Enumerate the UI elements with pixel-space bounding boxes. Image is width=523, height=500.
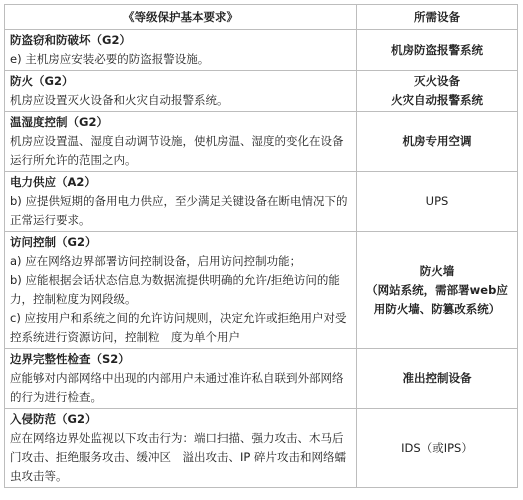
requirement-cell xyxy=(5,71,357,112)
requirement-cell xyxy=(5,30,357,71)
header-devices: 所需设备 xyxy=(357,5,518,30)
device-cell xyxy=(357,409,518,488)
requirement-title: 访问控制（G2） xyxy=(10,235,97,249)
table-row xyxy=(5,172,518,232)
requirement-cell xyxy=(5,112,357,172)
table-row xyxy=(5,112,518,172)
device-line: 准出控制设备 xyxy=(402,371,472,385)
device-line: 火灾自动报警系统 xyxy=(391,93,483,107)
table-row xyxy=(5,409,518,488)
device-cell xyxy=(357,232,518,349)
requirement-line: 应能够对内部网络中出现的内部用户未通过准许私自联到外部网络的行为进行检查。 xyxy=(10,371,344,404)
device-line: 防火墙 xyxy=(419,263,455,278)
requirement-title: 边界完整性检查（S2） xyxy=(10,352,130,366)
requirement-line: 机房应设置温、湿度自动调节设施，使机房温、湿度的变化在设备运行所允许的范围之内。 xyxy=(10,134,344,167)
device-cell xyxy=(357,349,518,409)
requirement-line: b) 应提供短期的备用电力供应，至少满足关键设备在断电情况下的正常运行要求。 xyxy=(10,194,348,227)
requirement-title: 温湿度控制（G2） xyxy=(10,115,108,129)
device-line: 机房专用空调 xyxy=(402,134,472,148)
requirement-title: 电力供应（A2） xyxy=(10,175,96,189)
requirement-line: 应在网络边界处监视以下攻击行为：端口扫描、强力攻击、木马后门攻击、拒绝服务攻击、缓冲区 溢出攻击、IP 碎片攻击和网络蠕虫攻击等。 xyxy=(10,431,346,483)
device-cell xyxy=(357,30,518,71)
requirement-line: a) 应在网络边界部署访问控制设备，启用访问控制功能； xyxy=(10,254,302,268)
device-line: 灭火设备 xyxy=(414,74,460,88)
requirement-cell xyxy=(5,172,357,232)
table-row xyxy=(5,232,518,349)
device-cell xyxy=(357,172,518,232)
device-line: 机房防盗报警系统 xyxy=(391,42,483,57)
header-requirements: 《等级保护基本要求》 xyxy=(5,5,357,30)
table-row xyxy=(5,71,518,112)
requirement-line: e) 主机房应安装必要的防盗报警设施。 xyxy=(10,52,210,66)
table-header-row xyxy=(5,5,518,30)
device-cell xyxy=(357,71,518,112)
requirement-cell xyxy=(5,409,357,488)
requirement-cell xyxy=(5,349,357,409)
requirement-title: 入侵防范（G2） xyxy=(10,412,97,426)
requirement-line: b) 应能根据会话状态信息为数据流提供明确的允许/拒绝访问的能力，控制粒度为网段级。 xyxy=(10,273,340,306)
table-row xyxy=(5,349,518,409)
table-row xyxy=(5,30,518,71)
device-line: UPS xyxy=(425,194,449,208)
device-line: IDS（或IPS） xyxy=(401,440,473,455)
requirement-line: c) 应按用户和系统之间的允许访问规则，决定允许或拒绝用户对受控系统进行资源访问，控制粒 度为单个用户 xyxy=(10,311,347,344)
requirements-table xyxy=(4,4,518,488)
requirement-title: 防火（G2） xyxy=(10,74,74,88)
requirement-cell xyxy=(5,232,357,349)
requirement-title: 防盗窃和防破坏（G2） xyxy=(10,33,131,47)
device-cell xyxy=(357,112,518,172)
device-line: （网站系统，需部署web应用防火墙、防篡改系统） xyxy=(366,282,508,316)
requirement-line: 机房应设置灭火设备和火灾自动报警系统。 xyxy=(10,93,229,107)
